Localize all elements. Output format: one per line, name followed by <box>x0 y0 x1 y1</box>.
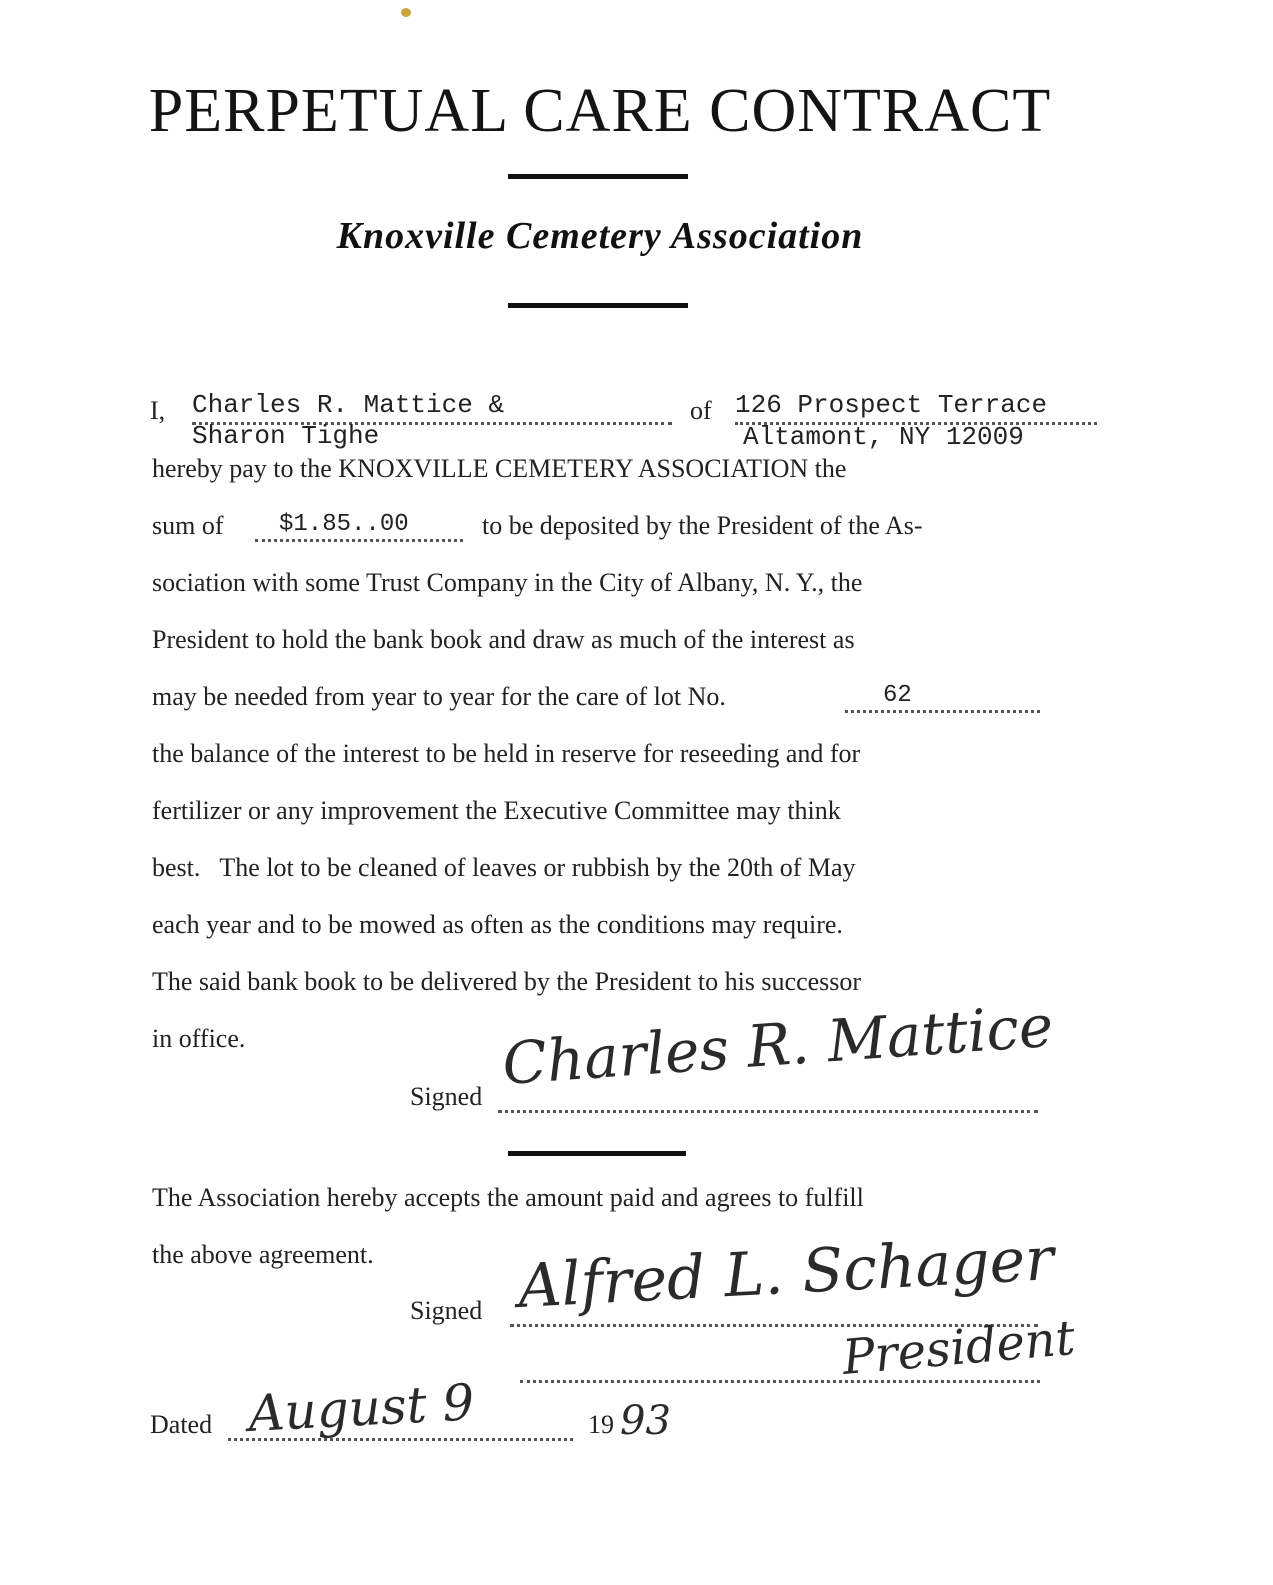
owner-name-line1: Charles R. Mattice & <box>192 390 672 425</box>
lot-number: 62 <box>883 682 912 709</box>
dated-label: Dated <box>150 1410 213 1439</box>
paragraph-line: President to hold the bank book and draw as much of the interest as <box>152 625 855 654</box>
president-title: President <box>840 1309 1078 1386</box>
paragraph-line: hereby pay to the KNOXVILLE CEMETERY ASSOCIATION the <box>152 454 847 483</box>
signed-label-president: Signed <box>410 1296 483 1325</box>
dated-handwritten: August 9 <box>246 1373 476 1443</box>
lot-field <box>845 682 1040 713</box>
paragraph-line: to be deposited by the President of the As- <box>482 511 923 540</box>
owner-signature: Charles R. Mattice <box>500 991 1056 1098</box>
signed-label: Signed <box>410 1082 483 1111</box>
paragraph-line: in office. <box>152 1024 246 1053</box>
corner-mark <box>401 8 411 17</box>
paragraph-line: The said bank book to be delivered by the President to his successor <box>152 967 862 996</box>
paragraph-line: best. The lot to be cleaned of leaves or rubbish by the 20th of May <box>152 853 856 882</box>
president-signature: Alfred L. Schager <box>516 1224 1056 1322</box>
acceptance-line: the above agreement. <box>152 1240 374 1269</box>
of-label: of <box>690 396 712 425</box>
amount-value: $1.85..00 <box>279 511 409 538</box>
address-line2: Altamont, NY 12009 <box>743 422 1024 452</box>
address-line1: 126 Prospect Terrace <box>735 390 1097 425</box>
owner-name-line2: Sharon Tighe <box>192 421 380 451</box>
sum-label: sum of <box>152 511 224 540</box>
amount-field <box>255 511 463 542</box>
paragraph-line: the balance of the interest to be held in reserve for reseeding and for <box>152 739 861 768</box>
acceptance-line: The Association hereby accepts the amount paid and agrees to fulfill <box>152 1183 864 1212</box>
divider-top <box>508 174 688 179</box>
dated-year-handwritten: 93 <box>620 1398 671 1444</box>
paragraph-line: sociation with some Trust Company in the City of Albany, N. Y., the <box>152 568 863 597</box>
paragraph-line: each year and to be mowed as often as the conditions may require. <box>152 910 843 939</box>
document-title: PERPETUAL CARE CONTRACT <box>148 77 1052 145</box>
paragraph-line: may be needed from year to year for the care of lot No. <box>152 682 726 711</box>
divider-bottom <box>508 1151 686 1156</box>
association-name: Knoxville Cemetery Association <box>336 215 864 257</box>
intro-prefix: I, <box>150 396 166 425</box>
paragraph-line: fertilizer or any improvement the Executive Committee may think <box>152 796 841 825</box>
dated-year-prefix: 19 <box>588 1410 614 1439</box>
divider-middle <box>508 303 688 308</box>
